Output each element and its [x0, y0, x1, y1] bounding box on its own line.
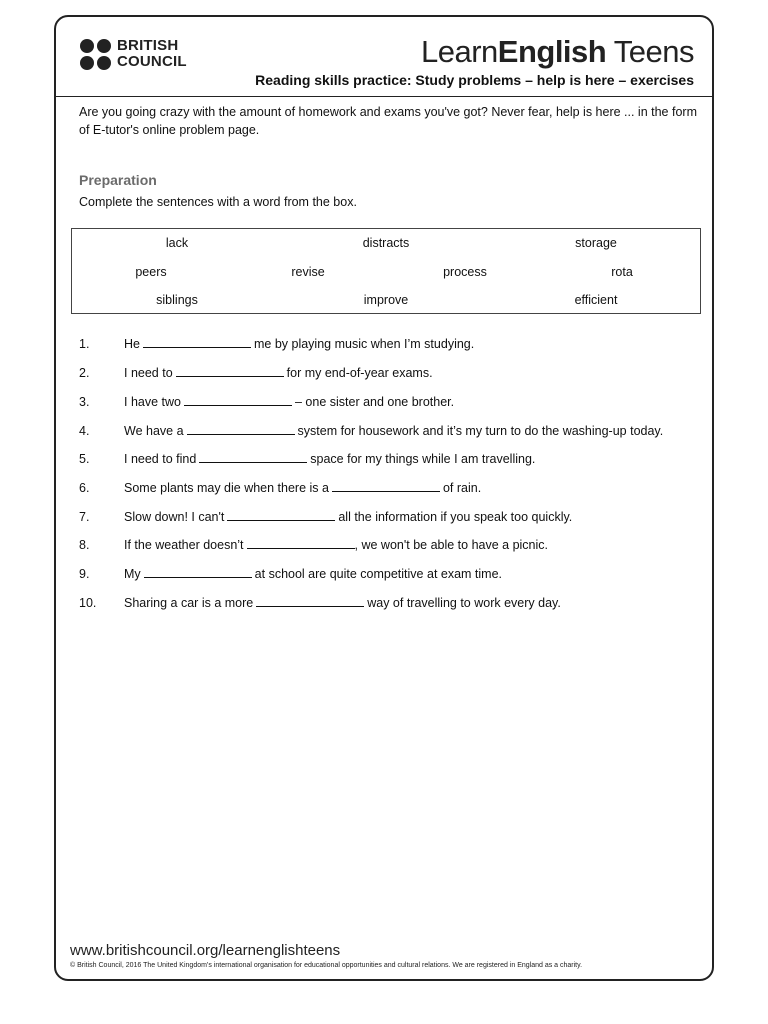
logo-dots-icon	[80, 39, 111, 70]
answer-blank[interactable]	[184, 395, 292, 406]
question-number: 4.	[79, 424, 90, 438]
footer-copyright: © British Council, 2016 The United Kingdom’s international organisation for educational opportunities and cultural relations. We are registered in England as a charity.	[70, 962, 583, 969]
word-box-item: storage	[575, 236, 617, 250]
question-number: 5.	[79, 452, 90, 466]
answer-blank[interactable]	[144, 567, 252, 578]
word-box	[71, 228, 701, 314]
worksheet-title: Reading skills practice: Study problems – help is here – exercises	[255, 72, 694, 88]
preparation-heading: Preparation	[79, 172, 157, 188]
answer-blank[interactable]	[256, 596, 364, 607]
answer-blank[interactable]	[187, 424, 295, 435]
question-number: 7.	[79, 510, 90, 524]
footer-url: www.britishcouncil.org/learnenglishteens	[70, 942, 341, 959]
word-box-item: process	[443, 265, 487, 279]
logo-line-2: COUNCIL	[117, 53, 187, 70]
answer-blank[interactable]	[176, 366, 284, 377]
word-box-item: rota	[611, 265, 633, 279]
question-number: 10.	[79, 596, 97, 610]
question-number: 6.	[79, 481, 90, 495]
word-box-item: improve	[363, 293, 409, 307]
british-council-logo	[80, 38, 187, 70]
answer-blank[interactable]	[143, 337, 251, 348]
question-number: 8.	[79, 538, 90, 552]
question-number: 2.	[79, 366, 90, 380]
question-number: 1.	[79, 337, 90, 351]
word-box-item: efficient	[574, 293, 618, 307]
header-divider	[56, 96, 714, 97]
word-box-item: peers	[135, 265, 167, 279]
intro-paragraph: Are you going crazy with the amount of homework and exams you've got? Never fear, help is here ... in the form of E-tutor's online problem page.	[79, 105, 697, 137]
answer-blank[interactable]	[247, 538, 355, 549]
answer-blank[interactable]	[332, 481, 440, 492]
word-box-item: revise	[291, 265, 325, 279]
question-number: 3.	[79, 395, 90, 409]
learnenglish-teens-brand: LearnEnglish Teens	[420, 34, 694, 69]
word-box-item: distracts	[362, 236, 410, 250]
preparation-instruction: Complete the sentences with a word from the box.	[79, 195, 357, 209]
answer-blank[interactable]	[199, 452, 307, 463]
word-box-item: siblings	[156, 293, 198, 307]
question-number: 9.	[79, 567, 90, 581]
logo-line-1: BRITISH	[117, 37, 179, 54]
word-box-item: lack	[165, 236, 189, 250]
answer-blank[interactable]	[227, 510, 335, 521]
page-frame	[54, 15, 714, 981]
